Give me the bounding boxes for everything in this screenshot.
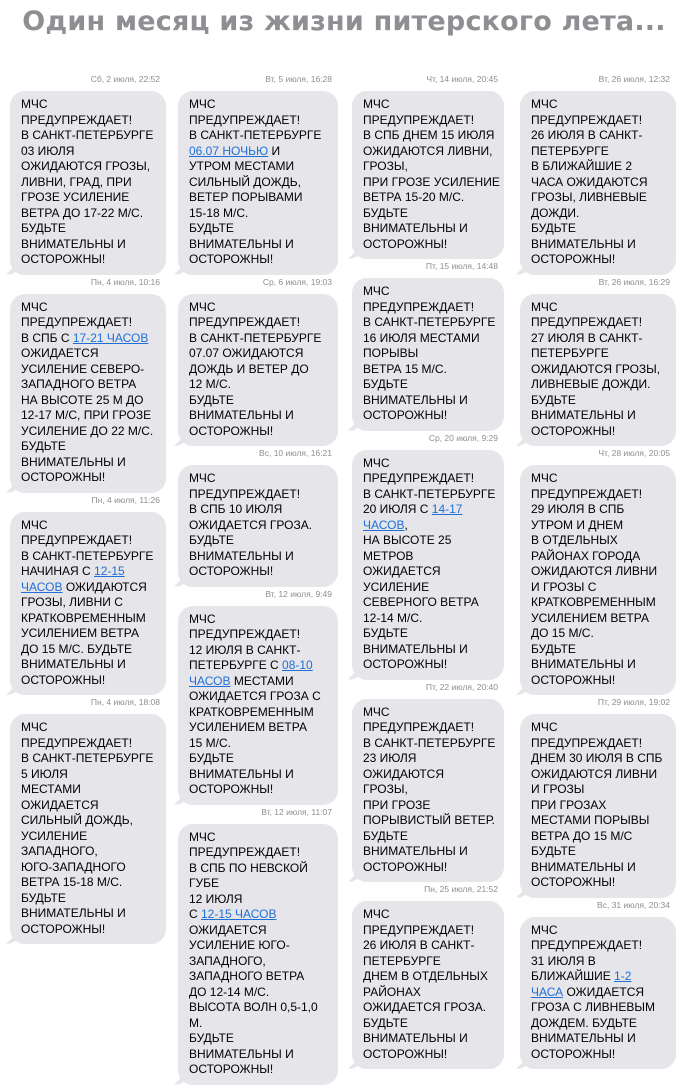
message-text-line: ВНИМАТЕЛЬНЫ И (189, 548, 294, 563)
message-timestamp: Чт, 28 июля, 20:05 (598, 448, 670, 458)
message-bubble (520, 714, 676, 898)
message-text-line: МЧС (189, 299, 216, 314)
message-text-line: 07.07 ОЖИДАЮТСЯ (189, 346, 304, 360)
message-text-line: ЗАПАДНОГО ВЕТРА (21, 377, 137, 391)
message-text-line: БУДЬТЕ (189, 221, 234, 235)
message-text-line: В САНКТ-ПЕТЕРБУРГЕ (363, 486, 496, 501)
message (10, 493, 166, 696)
message-text-line: МЧС (531, 299, 558, 314)
message-text-line: УСИЛЕНИЕМ ВЕТРА (531, 610, 649, 625)
message-text-line: ПРЕДУПРЕЖДАЕТ! (363, 299, 475, 314)
message-column-3 (352, 72, 504, 1069)
message (352, 680, 504, 883)
message-text-line: ПРЕДУПРЕЖДАЕТ! (531, 315, 643, 329)
message-text-line: ВНИМАТЕЛЬНЫ И (21, 657, 126, 671)
message-bubble (10, 91, 166, 275)
message-text-line: ОСТОРОЖНЫ! (189, 423, 274, 438)
time-link[interactable]: 08-10 (282, 658, 313, 672)
message-text-line: ЗАПАДНОГО, (21, 844, 98, 858)
message-text-line: ДОЖДЬ И ВЕТЕР ДО (189, 361, 309, 376)
message-text-line: 15 М/С. (189, 735, 232, 750)
message-text-line: ВНИМАТЕЛЬНЫ И (531, 1031, 636, 1045)
message-text-line: ГРОЗЫ, ЛИВНЕВЫЕ (531, 190, 647, 204)
message-timestamp: Пн, 4 июля, 11:26 (91, 494, 160, 505)
message-text-line: 12 ИЮЛЯ (189, 891, 243, 906)
message-timestamp: Пт, 15 июля, 14:48 (425, 261, 498, 271)
message-text-line: ЧАСОВ МЕСТАМИ (189, 673, 294, 688)
message-text-line: 20 ИЮЛЯ С 14-17 (363, 502, 463, 516)
message (178, 275, 338, 447)
message-timestamp: Пн, 4 июля, 10:16 (90, 276, 160, 287)
message-text-line: КРАТКОВРЕМЕННЫМ (189, 704, 314, 719)
message-text-line: ОСТОРОЖНЫ! (363, 657, 448, 671)
time-link[interactable]: ЧАСОВ (21, 579, 63, 594)
message-text-line: ПРЕДУПРЕЖДАЕТ! (363, 471, 475, 485)
message-text-line: ПРЕДУПРЕЖДАЕТ! (531, 112, 643, 127)
message-text-line: ПРЕДУПРЕЖДАЕТ! (21, 112, 133, 127)
message-text-line: ОСТОРОЖНЫ! (363, 408, 448, 422)
message (178, 805, 338, 1085)
message-text-line: ПРЕДУПРЕЖДАЕТ! (363, 720, 475, 734)
message-text-line: ВНИМАТЕЛЬНЫ И (531, 236, 636, 251)
message-timestamp: Вс, 10 июля, 16:21 (259, 448, 332, 458)
message-text-line: ЧАСА ОЖИДАЮТСЯ (531, 174, 648, 189)
message-text-line: ПРЕДУПРЕЖДАЕТ! (189, 315, 301, 329)
message-text-line: БЛИЖАЙШИЕ 1-2 (531, 969, 632, 983)
message-text-line: ВНИМАТЕЛЬНЫ И (21, 454, 126, 469)
page-title: Один месяц из жизни питерского лета... (22, 6, 666, 37)
message-text-line: 31 ИЮЛЯ В (531, 953, 596, 968)
message-text-line: ОЖИДАЕТСЯ ГРОЗА. (189, 517, 313, 532)
message-text-line: ДО 15 М/С. (531, 626, 594, 640)
message-text-line: БУДЬТЕ (363, 828, 408, 843)
message-text-line: БУДЬТЕ (531, 844, 576, 858)
message-text-line: БУДЬТЕ (363, 377, 408, 391)
message-text-line: УСИЛЕНИЕ ДО 22 М/С. (21, 423, 154, 438)
message-text-line: ВНИМАТЕЛЬНЫ И (189, 236, 294, 251)
message-text-line: МЧС (363, 97, 390, 111)
message-text-line: БУДЬТЕ (363, 205, 408, 220)
message-text-line: 5 ИЮЛЯ (21, 766, 68, 781)
message-text-line: ГРОЗЫ, (363, 159, 408, 173)
message-text-line: ПРЕДУПРЕЖДАЕТ! (189, 112, 301, 127)
message-text-line: БУДЬТЕ (363, 626, 408, 640)
message-text-line: ПРИ ГРОЗЕ УСИЛЕНИЕ (363, 174, 500, 189)
message-bubble (520, 91, 676, 275)
message-text-line: ОСТОРОЖНЫ! (363, 1046, 448, 1061)
time-link[interactable]: 06.07 НОЧЬЮ (189, 143, 269, 158)
message-text-line: МЧС (21, 299, 48, 314)
message-text-line: ЧАСОВ ОЖИДАЮТСЯ (21, 579, 147, 594)
message-text-line: ДО 15 М/С. БУДЬТЕ (21, 641, 132, 656)
time-link[interactable]: 1-2 (614, 969, 632, 983)
message-text-line: В САНКТ-ПЕТЕРБУРГЕ (189, 128, 322, 142)
message-text-line: ОЖИДАЕТСЯ (21, 346, 99, 360)
message (352, 72, 504, 259)
message-text-line: ВЕТРА 15-18 М/С. (21, 875, 123, 889)
message-text-line: НА ВЫСОТЕ 25 М ДО (21, 392, 144, 407)
message-text-line: ЛИВНИ, ГРАД, ПРИ (21, 174, 132, 189)
message (520, 446, 676, 695)
message-timestamp: Пт, 22 июля, 20:40 (425, 681, 498, 692)
time-link[interactable]: ЧАСА (531, 984, 564, 999)
message-timestamp: Пн, 4 июля, 18:08 (90, 697, 160, 707)
message-text-line: В САНКТ-ПЕТЕРБУРГЕ (189, 330, 322, 345)
message-text-line: ВНИМАТЕЛЬНЫ И (363, 641, 468, 656)
message-text-line: БУДЬТЕ (531, 641, 576, 656)
message-text-line: МЧС (531, 922, 558, 937)
message-text-line: ПРЕДУПРЕЖДАЕТ! (531, 938, 643, 952)
message-text-line: МЧС (531, 720, 558, 734)
message-text-line: УСИЛЕНИЕМ ВЕТРА (189, 720, 307, 734)
message-text-line: ВЕТРА 15-20 М/С. (363, 190, 465, 204)
message-bubble (10, 512, 166, 696)
message-timestamp: Пт, 29 июля, 19:02 (597, 697, 670, 707)
message-text-line: ДО 12-14 М/С. (189, 984, 270, 999)
message-bubble (178, 824, 338, 1085)
message (178, 446, 338, 587)
message-text-line: МЕСТАМИ (21, 782, 81, 796)
message-text-line: БУДЬТЕ (189, 751, 234, 765)
message-text-line: БУДЬТЕ (21, 439, 66, 453)
message-text-line: МЧС (363, 907, 390, 921)
message-text-line: ОСТОРОЖНЫ! (531, 423, 616, 438)
message-text-line: ВНИМАТЕЛЬНЫ И (189, 408, 294, 422)
message-text-line: В САНКТ-ПЕТЕРБУРГЕ (363, 315, 496, 329)
message-timestamp: Вт, 26 июля, 12:32 (598, 74, 670, 84)
message-text-line: В САНКТ-ПЕТЕРБУРГЕ (21, 751, 154, 765)
message-text-line: РАЙОНАХ ГОРОДА (531, 548, 641, 563)
message-text-line: ОЖИДАЮТСЯ ЛИВНИ, (363, 143, 493, 158)
message-column-2 (178, 72, 338, 1085)
message-column-4 (520, 72, 676, 1069)
message-timestamp: Вт, 26 июля, 16:29 (598, 276, 670, 287)
message-text-line: БУДЬТЕ (21, 221, 66, 235)
message-text-line: ЗАПАДНОГО, (189, 953, 266, 968)
message-text-line: ПЕТЕРБУРГЕ (363, 953, 441, 968)
time-link[interactable]: 14-17 (431, 502, 463, 516)
message-text-line: В СПБ С 17-21 ЧАСОВ (21, 330, 149, 345)
message-text-line: ПОРЫВИСТЫЙ ВЕТЕР. (363, 813, 495, 827)
message-text-line: ПРИ ГРОЗАХ (531, 797, 607, 812)
message-text-line: КРАТКОВРЕМЕННЫМ (531, 595, 656, 609)
message-text-line: 12 М/С. (189, 377, 232, 391)
time-link[interactable]: ЧАСОВ (363, 517, 405, 532)
message-text-line: В САНКТ-ПЕТЕРБУРГЕ (21, 128, 154, 142)
message-text-line: ВНИМАТЕЛЬНЫ И (363, 221, 468, 235)
message-text-line: ПРЕДУПРЕЖДАЕТ! (189, 486, 301, 501)
message-text-line: УСИЛЕНИЕ СЕВЕРО- (21, 361, 145, 376)
message-text-line: ЛИВНЕВЫЕ ДОЖДИ. (531, 377, 651, 391)
message-bubble (520, 917, 676, 1070)
message-timestamp: Пн, 25 июля, 21:52 (424, 884, 498, 894)
message-text-line: ГУБЕ (189, 876, 219, 890)
message-text-line: 12-14 М/С. (363, 610, 423, 625)
message-text-line: В ОТДЕЛЬНЫХ (531, 533, 618, 547)
message-bubble (10, 714, 166, 944)
message (520, 72, 676, 275)
message-text-line: ОЖИДАЕТСЯ ГРОЗА. (363, 1000, 487, 1014)
message-text-line: ОЖИДАЕТСЯ (363, 564, 441, 578)
message-text-line: МЧС (189, 611, 216, 626)
message-text-line: ПРЕДУПРЕЖДАЕТ! (531, 486, 643, 501)
message-text-line: ОЖИДАЕТСЯ ГРОЗА С (189, 689, 321, 703)
message-text-line: ПЕТЕРБУРГЕ С 08-10 (189, 658, 313, 672)
message-text-line: ОЖИДАЮТСЯ ЛИВНИ (531, 766, 658, 781)
message-text-line: ОЖИДАЮТСЯ ГРОЗЫ, (21, 159, 151, 173)
message-text-line: 12-17 М/С, ПРИ ГРОЗЕ (21, 408, 152, 422)
message-column-1 (10, 72, 166, 944)
message-text-line: ПРИ ГРОЗЕ (363, 797, 431, 812)
message-text-line: 27 ИЮЛЯ В САНКТ- (531, 330, 643, 345)
message-bubble (10, 294, 166, 493)
message-text-line: ОЖИДАЕТСЯ (21, 797, 99, 812)
message-text-line: ПРЕДУПРЕЖДАЕТ! (363, 922, 475, 937)
message-text-line: 03 ИЮЛЯ (21, 143, 75, 158)
message-text-line: ВЕТРА ДО 17-22 М/С. (21, 205, 144, 220)
message (178, 587, 338, 805)
message-text-line: БУДЬТЕ (531, 392, 576, 407)
message-text-line: ОСТОРОЖНЫ! (189, 1062, 274, 1076)
message-text-line: ГРОЗА С ЛИВНЕВЫМ (531, 1000, 655, 1014)
message (10, 72, 166, 275)
message-text-line: 29 ИЮЛЯ В СПБ (531, 502, 625, 516)
message-text-line: ДОЖДИ. (531, 205, 580, 220)
message-timestamp: Вт, 12 июля, 9:49 (265, 588, 332, 599)
time-link[interactable]: 12-15 ЧАСОВ (201, 907, 277, 921)
message-text-line: УТРОМ И ДНЕМ (531, 517, 624, 532)
message-text-line: ЧАСОВ, (363, 517, 408, 532)
message-text-line: ВЫСОТА ВОЛН 0,5-1,0 (189, 1000, 318, 1014)
message-text-line: МЧС (189, 829, 216, 844)
message-text-line: И ГРОЗЫ (531, 782, 585, 796)
message-text-line: ГРОЗЕ УСИЛЕНИЕ (21, 190, 130, 204)
message-bubble (352, 699, 504, 883)
message-text-line: ОСТОРОЖНЫ! (189, 782, 274, 796)
message (352, 259, 504, 431)
message-text-line: 26 ИЮЛЯ В САНКТ- (363, 938, 475, 952)
message-text-line: В СПБ ПО НЕВСКОЙ (189, 860, 308, 875)
message-bubble (352, 901, 504, 1069)
message-text-line: ПРЕДУПРЕЖДАЕТ! (531, 735, 643, 750)
message-text-line: ОСТОРОЖНЫ! (531, 672, 616, 687)
message-text-line: МЧС (21, 720, 48, 734)
message-bubble (520, 294, 676, 447)
message-text-line: 23 ИЮЛЯ (363, 751, 417, 765)
message (352, 882, 504, 1069)
message-text-line: В САНКТ-ПЕТЕРБУРГЕ (21, 548, 154, 563)
message-text-line: МЧС (363, 704, 390, 719)
message-text-line: ВНИМАТЕЛЬНЫ И (363, 1031, 468, 1045)
message-text-line: ОСТОРОЖНЫ! (21, 470, 106, 484)
message-text-line: ВНИМАТЕЛЬНЫ И (363, 392, 468, 407)
message-text-line: ВНИМАТЕЛЬНЫ И (531, 859, 636, 874)
message (10, 275, 166, 493)
message-text-line: МЧС (363, 284, 390, 298)
message-text-line: РАЙОНАХ (363, 984, 421, 999)
message-text-line: БУДЬТЕ (21, 890, 66, 905)
message-text-line: СИЛЬНЫЙ ДОЖДЬ, (21, 813, 133, 827)
message-bubble (520, 465, 676, 695)
message-text-line: ПОРЫВЫ (363, 346, 419, 360)
message-text-line: МЧС (531, 97, 558, 111)
message-text-line: БУДЬТЕ (189, 533, 234, 547)
message-text-line: МЧС (21, 97, 48, 111)
message-text-line: ОСТОРОЖНЫ! (531, 252, 616, 266)
time-link[interactable]: 12-15 (94, 564, 125, 578)
message-text-line: ОСТОРОЖНЫ! (531, 1046, 616, 1061)
message-text-line: 15-18 М/С. (189, 205, 249, 220)
message-text-line: ВНИМАТЕЛЬНЫ И (21, 236, 126, 251)
message-text-line: ВНИМАТЕЛЬНЫ И (21, 906, 126, 920)
message-text-line: МЧС (363, 455, 390, 470)
message-text-line: УСИЛЕНИЕ (21, 828, 88, 843)
message-text-line: ПРЕДУПРЕЖДАЕТ! (189, 627, 301, 641)
message-text-line: С 12-15 ЧАСОВ (189, 907, 277, 921)
message-bubble (178, 606, 338, 805)
message-text-line: 12 ИЮЛЯ В САНКТ- (189, 642, 301, 657)
message (178, 72, 338, 275)
message-text-line: ОСТОРОЖНЫ! (363, 236, 448, 251)
message-text-line: 26 ИЮЛЯ В САНКТ- (531, 128, 643, 142)
message-text-line: В БЛИЖАЙШИЕ 2 (531, 159, 633, 173)
message-text-line: БУДЬТЕ (363, 1015, 408, 1030)
message-text-line: ОСТОРОЖНЫ! (363, 859, 448, 874)
message-timestamp: Вт, 12 июля, 11:07 (261, 806, 332, 817)
message-text-line: ВЕТРА 15 М/С. (363, 361, 447, 376)
message-text-line: ОСТОРОЖНЫ! (189, 564, 274, 578)
message-text-line: ОСТОРОЖНЫ! (21, 672, 106, 687)
message-text-line: В СПБ 10 ИЮЛЯ (189, 502, 283, 516)
message-text-line: ОСТОРОЖНЫ! (189, 252, 274, 266)
message-text-line: НА ВЫСОТЕ 25 (363, 533, 452, 547)
message-text-line: ПРЕДУПРЕЖДАЕТ! (363, 112, 475, 127)
message-text-line: ПРЕДУПРЕЖДАЕТ! (21, 315, 133, 329)
message-text-line: СИЛЬНЫЙ ДОЖДЬ, (189, 174, 301, 189)
message-text-line: ОЖИДАЮТСЯ (363, 766, 445, 781)
message-text-line: БУДЬТЕ (531, 221, 576, 235)
message-text-line: ВНИМАТЕЛЬНЫ И (189, 766, 294, 781)
message-text-line: УСИЛЕНИЕМ ВЕТРА (21, 626, 139, 640)
message-text-line: ГРОЗЫ, (363, 782, 408, 796)
message-text-line: ДНЕМ В ОТДЕЛЬНЫХ (363, 969, 488, 983)
message-text-line: ОСТОРОЖНЫ! (21, 921, 106, 936)
message-text-line: ВНИМАТЕЛЬНЫ И (531, 657, 636, 671)
message-text-line: В СПБ ДНЕМ 15 ИЮЛЯ (363, 128, 495, 142)
message-text-line: НАЧИНАЯ С 12-15 (21, 564, 125, 578)
message-text-line: БУДЬТЕ (189, 1031, 234, 1045)
message-timestamp: Вт, 5 июля, 16:28 (265, 74, 332, 84)
message-text-line: КРАТКОВРЕМЕННЫМ (21, 610, 146, 625)
message (520, 275, 676, 447)
message-text-line: В САНКТ-ПЕТЕРБУРГЕ (363, 735, 496, 750)
message (520, 898, 676, 1070)
message-timestamp: Сб, 2 июля, 22:52 (90, 74, 160, 84)
message-text-line: МЧС (189, 97, 216, 111)
message-text-line: ГРОЗЫ, ЛИВНИ С (21, 595, 123, 609)
message-text-line: ЗАПАДНОГО ВЕТРА (189, 969, 305, 983)
message-text-line: 16 ИЮЛЯ МЕСТАМИ (363, 330, 480, 345)
message-bubble (178, 91, 338, 275)
message-text-line: ЮГО-ЗАПАДНОГО (21, 859, 126, 874)
message (520, 695, 676, 898)
time-link[interactable]: ЧАСОВ (189, 673, 231, 688)
message-text-line: УТРОМ МЕСТАМИ (189, 159, 295, 173)
message-text-line: БУДЬТЕ (189, 392, 234, 407)
message-text-line: МЧС (21, 517, 48, 532)
message-text-line: ОСТОРОЖНЫ! (21, 252, 106, 266)
message-timestamp: Чт, 14 июля, 20:45 (426, 74, 498, 84)
message-text-line: ОСТОРОЖНЫ! (531, 875, 616, 889)
message-text-line: ЧАСА ОЖИДАЕТСЯ (531, 984, 645, 999)
message-text-line: ОЖИДАЮТСЯ ЛИВНИ (531, 564, 658, 578)
message-text-line: И ГРОЗЫ С (531, 579, 597, 594)
message-bubble (352, 278, 504, 431)
message-text-line: СЕВЕРНОГО ВЕТРА (363, 595, 479, 609)
message-text-line: ПЕТЕРБУРГЕ (531, 346, 609, 360)
time-link[interactable]: 17-21 ЧАСОВ (72, 330, 149, 345)
message-text-line: ДНЕМ 30 ИЮЛЯ В СПБ (531, 751, 663, 765)
message-text-line: ПРЕДУПРЕЖДАЕТ! (189, 845, 301, 859)
message-text-line: МЕТРОВ (363, 548, 414, 563)
message-text-line: ВНИМАТЕЛЬНЫ И (363, 844, 468, 858)
message-timestamp: Ср, 20 июля, 9:29 (428, 432, 498, 443)
message-text-line: ПРЕДУПРЕЖДАЕТ! (21, 735, 133, 750)
message-text-line: ОЖИДАЕТСЯ (189, 922, 267, 937)
message-text-line: ВНИМАТЕЛЬНЫ И (189, 1046, 294, 1061)
message-text-line: 06.07 НОЧЬЮ И (189, 143, 281, 158)
message-timestamp: Ср, 6 июля, 19:03 (262, 276, 332, 287)
message-text-line: ПРЕДУПРЕЖДАЕТ! (21, 533, 133, 547)
message-text-line: МЧС (189, 471, 216, 485)
message (10, 695, 166, 944)
message-text-line: МЕСТАМИ ПОРЫВЫ (531, 813, 650, 827)
message-text-line: ОЖИДАЮТСЯ ГРОЗЫ, (531, 361, 661, 376)
message-text-line: МЧС (531, 471, 558, 485)
message-bubble (178, 294, 338, 447)
message-text-line: ПЕТЕРБУРГЕ (531, 143, 609, 158)
message-text-line: ВНИМАТЕЛЬНЫ И (531, 408, 636, 422)
message-bubble (352, 91, 504, 259)
message-bubble (178, 465, 338, 587)
message (352, 431, 504, 680)
message-text-line: ДОЖДЕМ. БУДЬТЕ (531, 1015, 637, 1030)
message-text-line: УСИЛЕНИЕ (363, 579, 430, 594)
message-text-line: М. (189, 1015, 203, 1030)
message-timestamp: Вс, 31 июля, 20:34 (597, 899, 670, 910)
message-text-line: ВЕТЕР ПОРЫВАМИ (189, 190, 303, 204)
message-text-line: УСИЛЕНИЕ ЮГО- (189, 938, 290, 952)
message-text-line: ВЕТРА ДО 15 М/С (531, 828, 633, 843)
message-bubble (352, 450, 504, 680)
